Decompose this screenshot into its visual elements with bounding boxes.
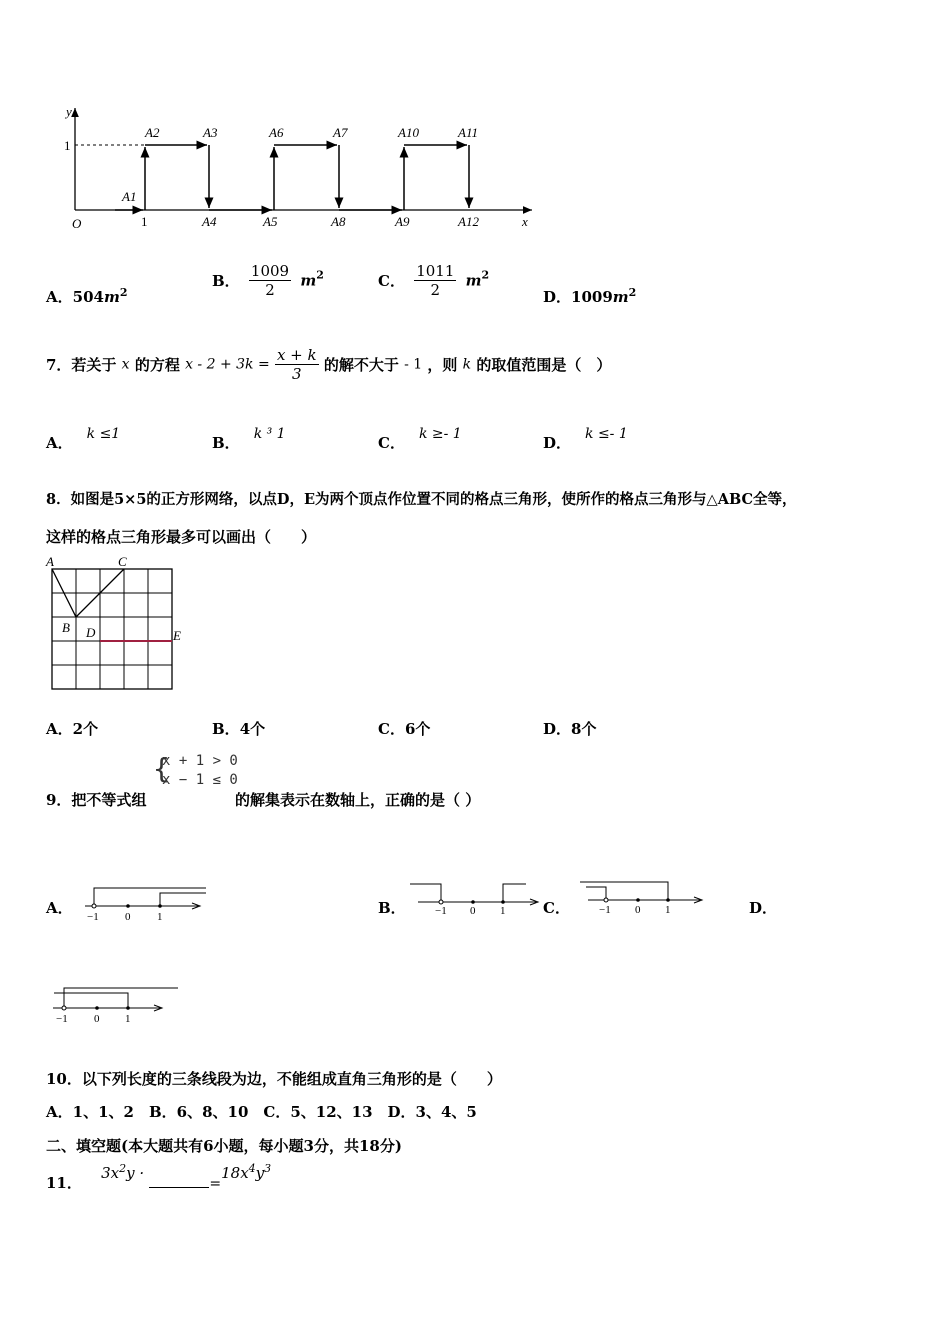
x-axis-label: x [522,214,528,229]
y-axis-label: y [66,104,72,119]
q7-option-a: A． k ≤1 [46,426,121,452]
q8-option-a: A．2个 [46,720,99,738]
label-c: C [118,554,127,569]
number-line-b [408,878,543,920]
origin-label: O [72,216,82,231]
q9-option-a-label: A． [46,899,73,917]
svg-text:1: 1 [125,1013,131,1025]
q9-option-b-label: B． [378,899,406,917]
point-label: A3 [203,125,218,140]
x-tick-label: 1 [141,214,148,229]
q7-option-b: B． k ³ 1 [212,426,286,452]
q10-stem: 10．以下列长度的三条线段为边，不能组成直角三角形的是（ ） [46,1070,502,1088]
q7-option-c: C． k ≥- 1 [378,426,462,452]
svg-text:−1: −1 [435,905,447,917]
point-label: A1 [122,189,137,204]
number-line-d [48,982,183,1026]
svg-text:−1: −1 [599,904,611,916]
label-b: B [62,620,70,635]
q6-option-d: D．$1009m^2$ [543,286,637,306]
label-a: A [46,554,54,569]
label-d: D [86,625,96,640]
svg-text:1: 1 [665,904,671,916]
q8-option-c: C．6个 [378,720,431,738]
inequality-system: { x + 1 > 0 x − 1 ≤ 0 [153,752,238,788]
step-path-figure [60,100,550,240]
svg-text:1: 1 [157,911,163,923]
svg-text:−1: −1 [56,1013,68,1025]
point-label: A4 [202,214,217,229]
point-label: A11 [458,125,478,140]
number-line-c [578,878,708,920]
answer-blank[interactable] [149,1173,209,1188]
q8-option-d: D．8个 [543,720,597,738]
svg-text:0: 0 [125,911,131,923]
section-heading: 二、填空题(本大题共有6小题，每小题3分，共18分) [46,1137,402,1155]
q9-option-c-label: C． [543,899,570,917]
q8-stem-line1: 8．如图是5×5的正方形网络，以点D，E为两个顶点作位置不同的格点三角形，使所作的格点三角形与△ABC全等， [46,491,797,508]
point-label: A5 [263,214,278,229]
point-label: A12 [458,214,479,229]
point-label: A8 [331,214,346,229]
svg-text:0: 0 [470,905,476,917]
q9-stem-pre: 9．把不等式组 [46,791,147,809]
grid-figure [40,552,190,697]
svg-text:0: 0 [94,1013,100,1025]
q9-stem-post: 的解集表示在数轴上，正确的是（ ） [235,791,481,809]
point-label: A2 [145,125,160,140]
number-line-a [80,882,210,924]
point-label: A9 [395,214,410,229]
point-label: A10 [398,125,419,140]
q6-option-b: B． $\frac{1009}{2}$ $m^2$ [212,262,324,299]
q6-option-c: C． $\frac{1011}{2}$ $m^2$ [378,262,490,299]
q11: 11． $3x^2y \cdot =18x^4y^3$ [46,1162,272,1192]
point-label: A7 [333,125,348,140]
q8-stem-line2: 这样的格点三角形最多可以画出（ ） [46,528,317,546]
q7-stem: 7．若关于 x 的方程 x - 2 + 3k = $\frac{x + k}{3}$ 的解不大于 - 1 ，则 k 的取值范围是（ ） [46,346,612,383]
svg-text:−1: −1 [87,911,99,923]
q9-option-d-label: D． [749,899,778,917]
q6-option-a: A．$504m^2$ [46,286,128,306]
svg-text:0: 0 [635,904,641,916]
q7-option-d: D． k ≤- 1 [543,426,628,452]
y-tick-label: 1 [64,138,71,153]
q10-options: A．1、1、2 B．6、8、10 C．5、12、13 D．3、4、5 [46,1103,477,1121]
svg-text:1: 1 [500,905,506,917]
point-label: A6 [269,125,284,140]
label-e: E [173,628,181,643]
q8-option-b: B．4个 [212,720,266,738]
